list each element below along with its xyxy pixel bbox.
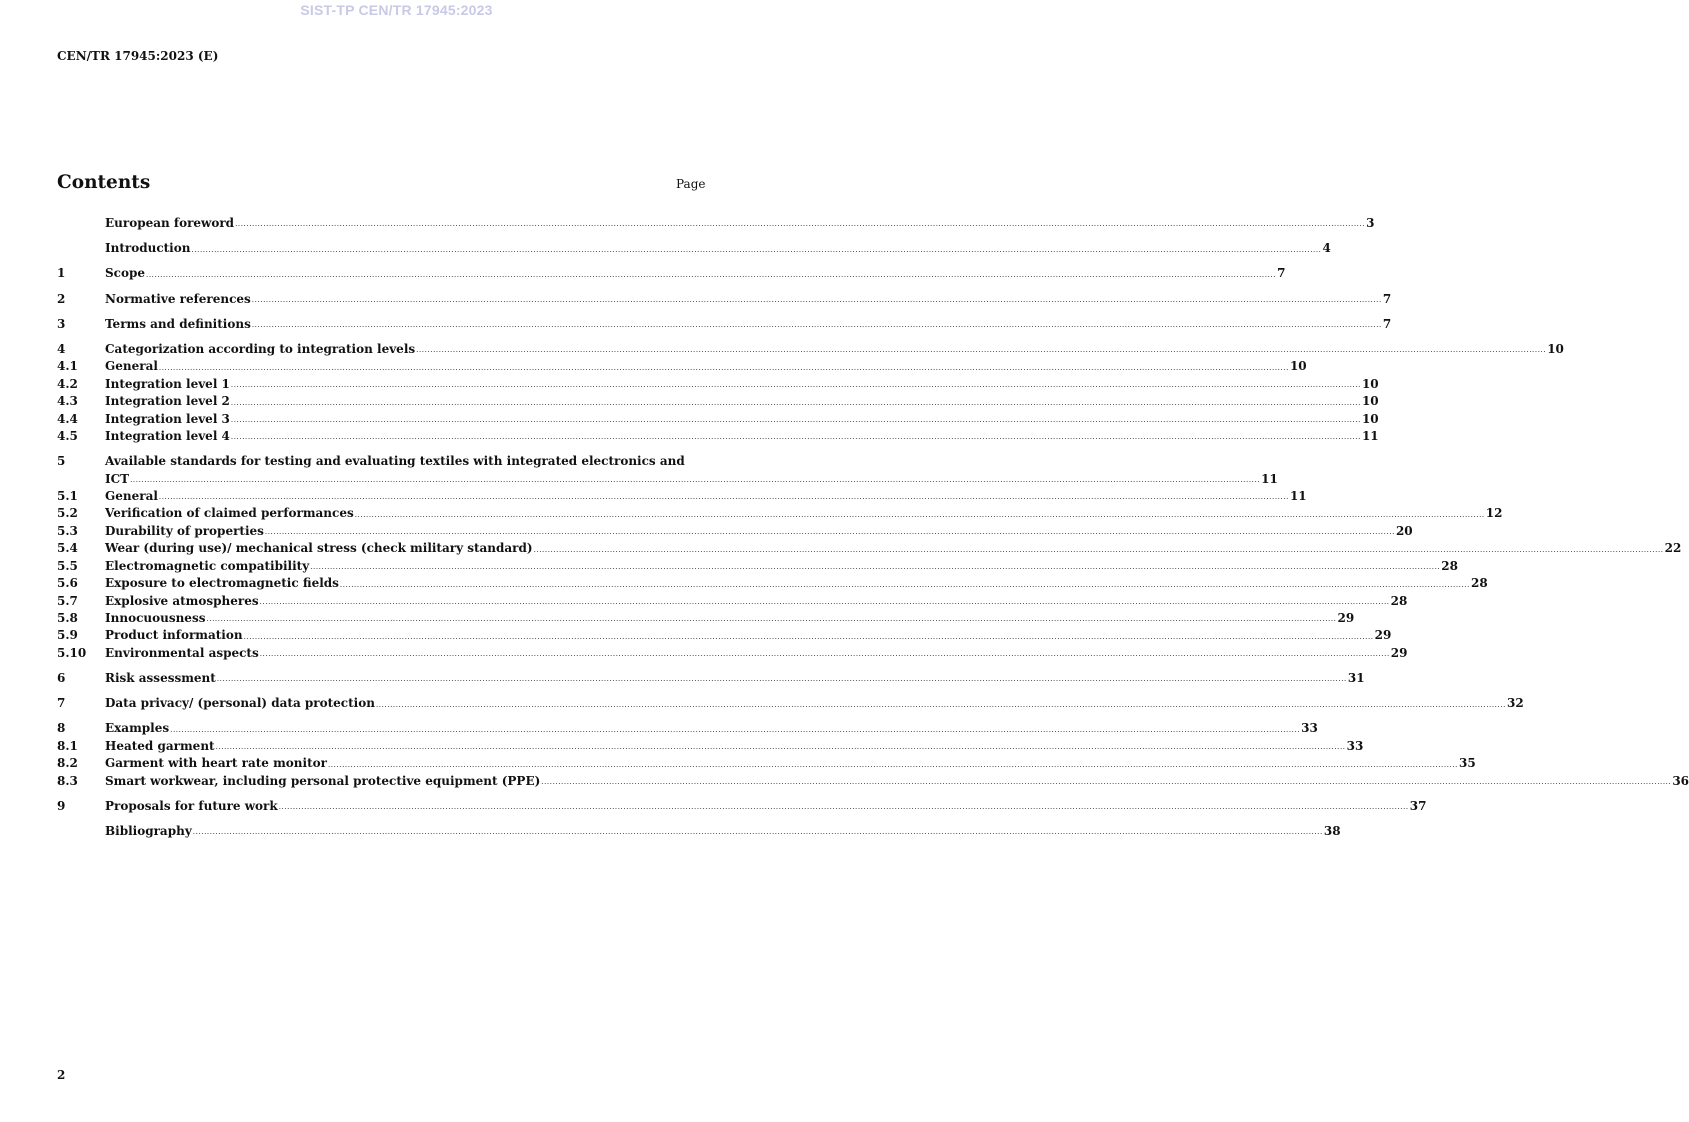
toc-entry-title: Data privacy/ (personal) data protection [105,696,375,711]
toc-dot-leader: ................................................................................................................................................................................................................................................................................................................................................................................................................ [215,743,1346,752]
toc-entry-title: Scope [105,266,146,281]
toc-dot-leader: ................................................................................................................................................................................................................................................................................................................................................................................................................ [278,803,1409,812]
toc-entry[interactable] [57,823,1341,840]
toc-entry-page: 11 [1289,489,1307,504]
toc-entry-page: 12 [1485,506,1503,521]
toc-entry-number: 5.2 [57,506,78,521]
toc-entry-page: 7 [1277,266,1286,281]
toc-entry-title: Bibliography [105,823,192,838]
toc-entry-title: Proposals for future work [105,798,278,813]
toc-dot-leader: ................................................................................................................................................................................................................................................................................................................................................................................................................ [230,398,1361,407]
toc-entry-title: European foreword [105,216,235,230]
toc-entry[interactable] [57,738,1364,755]
toc-entry-number: 5.6 [57,576,78,591]
toc-dot-leader: ................................................................................................................................................................................................................................................................................................................................................................................................................ [191,245,1322,254]
toc-dot-leader: ................................................................................................................................................................................................................................................................................................................................................................................................................ [216,675,1347,684]
toc-entry-title: Introduction [105,241,191,256]
toc-entry-page: 10 [1547,342,1564,357]
toc-entry-number: 1 [57,266,66,281]
toc-entry-page: 3 [1366,216,1375,230]
toc-dot-leader: ................................................................................................................................................................................................................................................................................................................................................................................................................ [170,725,1301,734]
toc-dot-leader: ................................................................................................................................................................................................................................................................................................................................................................................................................ [230,433,1361,442]
toc-entry-page: 10 [1361,411,1379,426]
toc-entry-title: Heated garment [105,738,215,753]
toc-entry-page: 36 [1672,773,1689,788]
toc-dot-leader: ................................................................................................................................................................................................................................................................................................................................................................................................................ [541,777,1672,786]
toc-dot-leader: ................................................................................................................................................................................................................................................................................................................................................................................................................ [206,615,1337,624]
toc-entry[interactable] [57,540,1682,557]
toc-entry-number: 3 [57,316,66,331]
toc-dot-leader: ................................................................................................................................................................................................................................................................................................................................................................................................................ [259,650,1390,659]
toc-entry-number: 5.9 [57,628,78,643]
toc-entry[interactable] [57,316,1392,333]
toc-entry[interactable] [57,428,1379,445]
toc-entry[interactable] [57,453,1278,488]
toc-entry[interactable] [57,291,1392,308]
toc-entry-number: 4.1 [57,359,78,374]
toc-entry-number: 7 [57,696,66,711]
toc-dot-leader: ................................................................................................................................................................................................................................................................................................................................................................................................................ [146,270,1277,279]
toc-entry-page: 33 [1346,738,1364,753]
toc-entry-number: 5.7 [57,593,78,608]
toc-entry-number: 5.4 [57,541,78,556]
toc-entry-title: Integration level 4 [105,429,230,444]
toc-entry[interactable] [57,575,1488,592]
toc-dot-leader: ................................................................................................................................................................................................................................................................................................................................................................................................................ [310,563,1441,572]
toc-entry-page: 38 [1323,823,1341,838]
toc-entry-number: 4 [57,342,66,357]
toc-entry-title: Environmental aspects [105,645,259,660]
toc-entry-page: 10 [1289,359,1307,374]
toc-entry[interactable] [57,358,1307,375]
toc-entry-title: Categorization according to integration levels [105,342,416,357]
toc-entry-number: 4.4 [57,411,78,426]
toc-entry-page: 32 [1506,696,1524,711]
toc-entry[interactable] [57,523,1413,540]
toc-entry-number: 4.3 [57,394,78,409]
toc-entry-number: 8.1 [57,738,78,753]
toc-entry-number: 5.8 [57,610,78,625]
toc-dot-leader: ................................................................................................................................................................................................................................................................................................................................................................................................................ [192,828,1323,837]
toc-dot-leader: ................................................................................................................................................................................................................................................................................................................................................................................................................ [416,346,1547,355]
toc-entry-title: Examples [105,721,170,736]
toc-dot-leader: ................................................................................................................................................................................................................................................................................................................................................................................................................ [230,381,1361,390]
toc-entry-page: 20 [1395,523,1413,538]
toc-entry-title: Terms and definitions [105,316,251,331]
toc-dot-leader: ................................................................................................................................................................................................................................................................................................................................................................................................................ [243,632,1374,641]
toc-entry-number: 5 [57,454,66,469]
toc-entry-number: 8.3 [57,773,78,788]
toc-dot-leader: ................................................................................................................................................................................................................................................................................................................................................................................................................ [130,476,1261,485]
toc-entry-title: Integration level 1 [105,376,230,391]
toc-entry[interactable] [57,610,1355,627]
toc-entry-title: General [105,359,158,374]
page-number: 2 [57,1068,66,1082]
watermark: SIST-TP CEN/TR 17945:2023 [300,2,493,18]
toc-entry-page: 10 [1361,376,1379,391]
toc-entry-number: 5.5 [57,558,78,573]
toc-dot-leader: ................................................................................................................................................................................................................................................................................................................................................................................................................ [339,580,1470,589]
toc-entry-title: Integration level 3 [105,411,230,426]
toc-entry-title: Available standards for testing and evaluating textiles with integrated electronics and [105,454,685,469]
toc-entry-page: 29 [1374,628,1392,643]
toc-entry-number: 4.5 [57,429,78,444]
toc-entry-page: 29 [1337,610,1355,625]
toc-dot-leader: ................................................................................................................................................................................................................................................................................................................................................................................................................ [235,220,1366,229]
document-id: CEN/TR 17945:2023 (E) [57,49,219,63]
toc-entry[interactable] [57,488,1307,505]
toc-dot-leader: ................................................................................................................................................................................................................................................................................................................................................................................................................ [158,493,1289,502]
toc-entry-title-continued: ICT [105,471,130,486]
toc-entry[interactable] [57,773,1689,790]
toc-entry-title: Garment with heart rate monitor [105,756,327,771]
toc-entry-page: 7 [1382,316,1392,331]
toc-entry-title: Verification of claimed performances [105,506,354,521]
toc-entry-title: Explosive atmospheres [105,593,259,608]
toc-entry-title: Integration level 2 [105,394,230,409]
toc-entry-page: 11 [1361,429,1379,444]
toc-dot-leader: ................................................................................................................................................................................................................................................................................................................................................................................................................ [264,528,1395,537]
toc-entry[interactable] [57,411,1379,428]
toc-entry-page: 29 [1390,645,1408,660]
toc-entry-title: Normative references [105,291,251,306]
toc-entry[interactable] [57,755,1476,772]
toc-dot-leader: ................................................................................................................................................................................................................................................................................................................................................................................................................ [533,545,1664,554]
toc-dot-leader: ................................................................................................................................................................................................................................................................................................................................................................................................................ [230,416,1361,425]
toc-entry-page: 7 [1382,291,1392,306]
toc-entry-page: 4 [1322,241,1331,256]
toc-entry-page: 31 [1347,670,1365,685]
toc-entry[interactable] [57,695,1524,712]
toc-entry-title: Exposure to electromagnetic fields [105,576,339,591]
toc-entry-page: 37 [1409,798,1427,813]
toc-entry-title: Wear (during use)/ mechanical stress (check military standard) [105,541,533,556]
toc-entry[interactable] [57,798,1427,815]
toc-entry[interactable] [57,393,1379,410]
toc-entry-page: 28 [1470,576,1488,591]
toc-entry-title: Risk assessment [105,670,216,685]
toc-dot-leader: ................................................................................................................................................................................................................................................................................................................................................................................................................ [375,700,1506,709]
toc-dot-leader: ................................................................................................................................................................................................................................................................................................................................................................................................................ [354,510,1485,519]
toc-dot-leader: ................................................................................................................................................................................................................................................................................................................................................................................................................ [251,296,1382,305]
toc-entry-title: Innocuousness [105,610,206,625]
toc-entry-page: 28 [1441,558,1458,573]
toc-entry-page: 33 [1301,721,1318,736]
toc-entry-title: Product information [105,628,243,643]
toc-entry[interactable] [57,720,1318,737]
toc-dot-leader: ................................................................................................................................................................................................................................................................................................................................................................................................................ [158,363,1289,372]
toc-entry[interactable] [57,645,1408,662]
toc-entry-number: 5.10 [57,645,87,660]
toc-entry-number: 8.2 [57,756,78,771]
toc-entry-number: 5.1 [57,489,78,504]
toc-entry-number: 5.3 [57,523,78,538]
toc-dot-leader: ................................................................................................................................................................................................................................................................................................................................................................................................................ [251,321,1382,330]
toc-entry[interactable] [57,558,1458,575]
toc-dot-leader: ................................................................................................................................................................................................................................................................................................................................................................................................................ [327,760,1458,769]
toc-entry[interactable] [57,240,1331,257]
toc-entry[interactable] [57,593,1408,610]
toc-entry-title: Smart workwear, including personal protective equipment (PPE) [105,773,541,788]
toc-entry-title: General [105,489,158,504]
page-column-label: Page [676,177,706,191]
toc-dot-leader: ................................................................................................................................................................................................................................................................................................................................................................................................................ [259,597,1390,606]
toc-entry-page: 35 [1459,756,1476,771]
contents-heading: Contents [57,172,151,193]
toc-entry-number: 6 [57,670,66,685]
toc-entry[interactable] [57,670,1365,687]
table-of-contents [57,215,1689,840]
toc-entry-number: 2 [57,291,66,306]
toc-entry-number: 9 [57,798,66,813]
toc-entry-page: 28 [1390,593,1408,608]
toc-entry-page: 11 [1261,471,1278,486]
toc-entry-number: 4.2 [57,376,78,391]
toc-entry-page: 22 [1664,541,1682,556]
toc-entry-title: Durability of properties [105,523,264,538]
toc-entry[interactable] [57,376,1379,393]
toc-entry[interactable] [57,265,1286,282]
toc-entry[interactable] [57,505,1503,522]
toc-entry[interactable] [57,341,1564,358]
toc-entry-title: Electromagnetic compatibility [105,558,310,573]
toc-entry-number: 8 [57,721,66,736]
toc-entry[interactable] [57,215,1375,232]
toc-entry[interactable] [57,627,1392,644]
toc-entry-page: 10 [1361,394,1379,409]
